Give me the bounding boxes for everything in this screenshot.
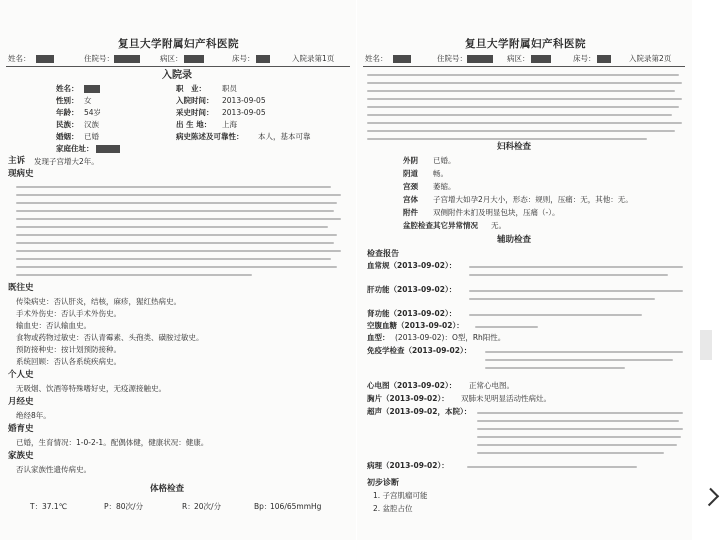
aux-exam-title: 辅助检查	[497, 235, 532, 245]
vital-pulse-value: 80次/分	[116, 502, 144, 511]
info-reliability-value: 本人，基本可靠	[258, 132, 311, 141]
slide-edge	[692, 0, 720, 540]
gyn-adnexa-label: 附件	[403, 208, 418, 217]
left-record-page	[0, 0, 356, 540]
lab-glucose-text	[475, 326, 685, 334]
info-occupation-value: 职员	[222, 84, 237, 93]
left-header-ward-label: 病区：	[160, 54, 183, 63]
lab-xray-label: 胸片（2013-09-02）：	[367, 394, 449, 403]
gyn-other-value: 无。	[491, 221, 506, 230]
lab-pathology-label: 病理（2013-09-02）：	[367, 461, 449, 470]
lab-liver-text	[469, 290, 685, 306]
personal-history-text: 无吸烟、饮酒等特殊嗜好史，无疫源接触史。	[16, 384, 166, 393]
info-age-value: 54岁	[84, 108, 102, 117]
left-page-number: 入院录第1页	[292, 54, 335, 63]
lab-renal-label: 肾功能（2013-09-02）：	[367, 309, 457, 318]
right-header-admission-redaction	[467, 55, 493, 63]
past-history-transfusion: 输血史：否认输血史。	[16, 321, 91, 330]
right-page-number: 入院录第2页	[629, 54, 672, 63]
past-history-allergy: 食物或药物过敏史：否认青霉素、头孢类、磺胺过敏史。	[16, 333, 204, 342]
info-sex-label: 性别：	[56, 96, 79, 105]
right-header-ward-redaction	[531, 55, 551, 63]
left-header-name-label: 姓名：	[8, 54, 31, 63]
gyn-vagina-value: 畅。	[433, 169, 448, 178]
info-address-redaction	[96, 145, 120, 153]
right-header-admission-label: 住院号：	[437, 54, 467, 63]
left-header-admission-label: 住院号：	[84, 54, 114, 63]
right-record-page	[357, 0, 692, 540]
info-reliability-label: 病史陈述及可靠性：	[176, 132, 244, 141]
marital-history-text: 已婚，生育情况：1-0-2-1。配偶体健，健康状况：健康。	[16, 438, 209, 447]
general-exam-text	[367, 74, 685, 146]
info-ethnicity-value: 汉族	[84, 120, 99, 129]
right-hospital-title: 复旦大学附属妇产科医院	[465, 38, 586, 50]
gyn-other-label: 盆腔检查其它异常情况	[403, 221, 478, 230]
lab-report-title: 检查报告	[367, 249, 399, 258]
left-record-title: 入院录	[162, 70, 192, 81]
info-birthplace-value: 上海	[222, 120, 237, 129]
right-header-name-label: 姓名：	[365, 54, 388, 63]
right-header-bed-label: 床号：	[573, 54, 596, 63]
left-header-bed-redaction	[256, 55, 270, 63]
present-illness-label: 现病史	[8, 169, 34, 179]
info-admit-time-value: 2013-09-05	[222, 96, 266, 105]
info-marital-label: 婚姻：	[56, 132, 79, 141]
vital-resp-value: 20次/分	[194, 502, 222, 511]
info-sex-value: 女	[84, 96, 92, 105]
info-marital-value: 已婚	[84, 132, 99, 141]
lab-liver-label: 肝功能（2013-09-02）：	[367, 285, 457, 294]
family-history-label: 家族史	[8, 451, 34, 461]
lab-cbc-label: 血常规（2013-09-02）：	[367, 261, 457, 270]
past-history-vaccination: 预防接种史：按计划预防接种。	[16, 345, 121, 354]
vital-temp-value: 37.1℃	[42, 502, 68, 511]
gyn-uterus-label: 宫体	[403, 195, 418, 204]
past-history-label: 既往史	[8, 283, 34, 293]
info-history-time-label: 采史时间：	[176, 108, 214, 117]
right-header-name-redaction	[393, 55, 411, 63]
lab-pathology-text	[467, 466, 685, 474]
left-header-rule	[6, 66, 350, 67]
info-admit-time-label: 入院时间：	[176, 96, 214, 105]
present-illness-text	[16, 186, 344, 282]
lab-xray-value: 双肺未见明显活动性病灶。	[461, 394, 551, 403]
family-history-text: 否认家族性遗传病史。	[16, 465, 91, 474]
vital-bp-label: Bp：	[254, 502, 272, 511]
right-header-rule	[363, 66, 685, 67]
info-age-label: 年龄：	[56, 108, 79, 117]
edge-scroll-bar	[700, 330, 712, 360]
gyn-cervix-value: 萎缩。	[433, 182, 456, 191]
gyn-vulva-label: 外阴	[403, 156, 418, 165]
info-occupation-label: 职 业：	[176, 84, 206, 93]
past-history-systems: 系统回顾：否认各系统疾病史。	[16, 357, 121, 366]
vital-temp-label: T：	[30, 502, 43, 511]
right-header-ward-label: 病区：	[507, 54, 530, 63]
info-history-time-value: 2013-09-05	[222, 108, 266, 117]
personal-history-label: 个人史	[8, 370, 34, 380]
past-history-surgery: 手术外伤史：否认手术外伤史。	[16, 309, 121, 318]
gyn-vulva-value: 已婚。	[433, 156, 456, 165]
lab-glucose-label: 空腹血糖（2013-09-02）：	[367, 321, 464, 330]
diagnosis-title: 初步诊断	[367, 478, 399, 487]
chief-complaint-label: 主诉	[8, 156, 26, 166]
gyn-exam-title: 妇科检查	[497, 142, 532, 152]
lab-ultrasound-text	[477, 412, 685, 460]
left-hospital-title: 复旦大学附属妇产科医院	[118, 38, 239, 50]
gyn-vagina-label: 阴道	[403, 169, 418, 178]
menstrual-history-label: 月经史	[8, 397, 34, 407]
vital-pulse-label: P：	[104, 502, 117, 511]
info-address-label: 家庭住址：	[56, 144, 94, 153]
lab-immune-text	[485, 351, 685, 375]
info-name-redaction	[84, 85, 100, 93]
gyn-adnexa-value: 双侧附件未扪及明显包块，压痛（-）。	[433, 208, 560, 217]
info-ethnicity-label: 民族：	[56, 120, 79, 129]
info-name-label: 姓名：	[56, 84, 79, 93]
chief-complaint-text: 发现子宫增大2年。	[34, 157, 99, 166]
menstrual-history-text: 绝经8年。	[16, 411, 51, 420]
lab-renal-text	[469, 314, 685, 322]
right-header-bed-redaction	[597, 55, 611, 63]
marital-history-label: 婚育史	[8, 424, 34, 434]
physical-exam-title: 体格检查	[150, 484, 185, 494]
lab-ecg-label: 心电图（2013-09-02）：	[367, 381, 457, 390]
left-header-bed-label: 床号：	[232, 54, 255, 63]
lab-cbc-text	[469, 266, 685, 282]
left-header-ward-redaction	[184, 55, 204, 63]
lab-ecg-value: 正常心电图。	[469, 381, 514, 390]
vital-bp-value: 106/65mmHg	[270, 502, 322, 511]
gyn-uterus-value: 子宫增大如孕2月大小，形态：规则，压痛：无，其他：无。	[433, 195, 633, 204]
gyn-cervix-label: 宫颈	[403, 182, 418, 191]
lab-immune-label: 免疫学检查（2013-09-02）：	[367, 346, 472, 355]
info-birthplace-label: 出 生 地：	[176, 120, 212, 129]
past-history-infection: 传染病史：否认肝炎，结核，麻疹，猩红热病史。	[16, 297, 181, 306]
vital-resp-label: R：	[182, 502, 195, 511]
left-header-name-redaction	[36, 55, 54, 63]
lab-ultrasound-label: 超声（2013-09-02，本院）：	[367, 407, 472, 416]
diagnosis-item-2: 2. 盆腔占位	[373, 504, 413, 513]
lab-blood-type-label: 血型：	[367, 333, 390, 342]
lab-blood-type-value: (2013-09-02)：O型，Rh阳性。	[395, 333, 506, 342]
left-header-admission-redaction	[114, 55, 140, 63]
diagnosis-item-1: 1. 子宫肌瘤可能	[373, 491, 428, 500]
